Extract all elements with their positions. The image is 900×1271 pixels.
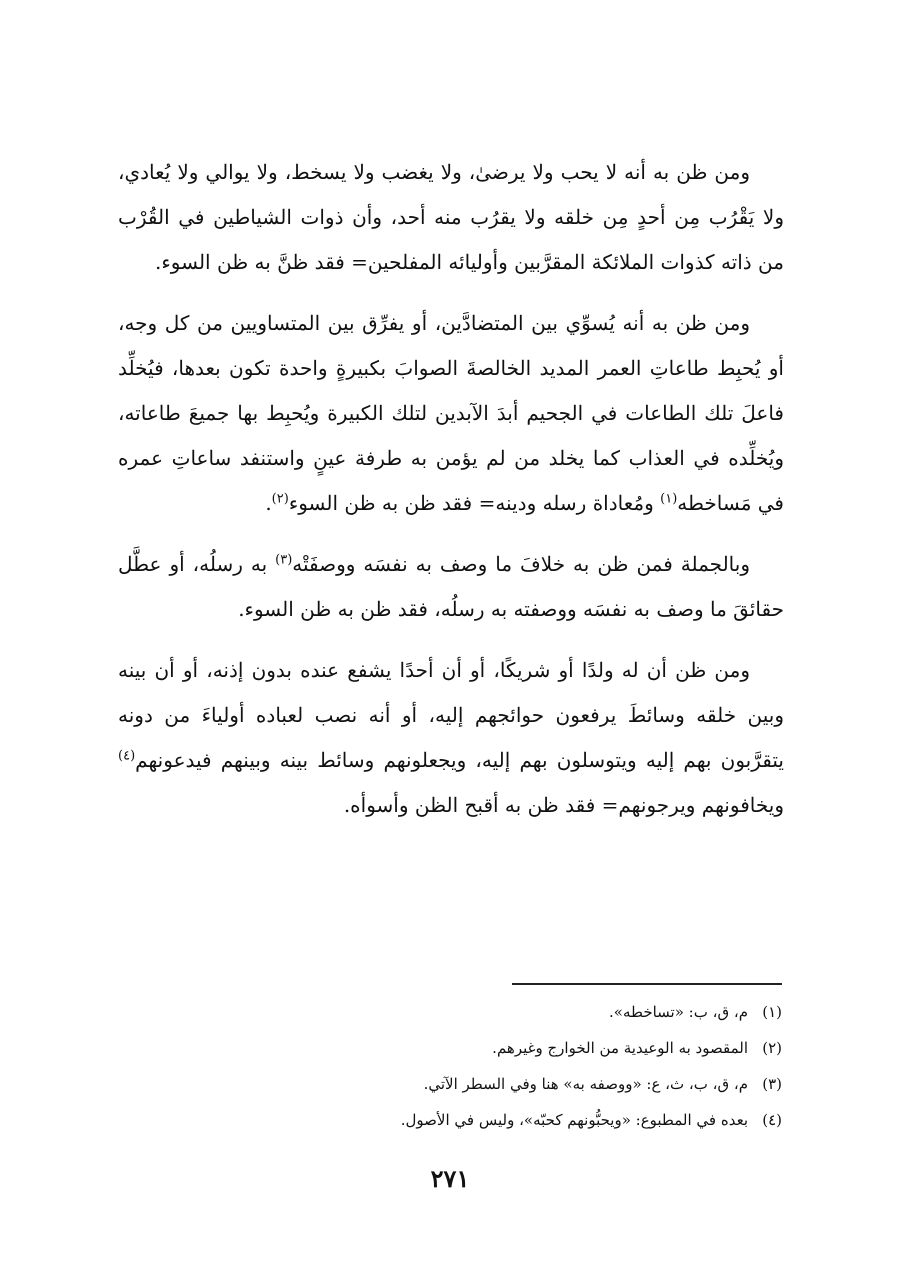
paragraph-3 — [118, 542, 784, 632]
paragraph-text: ومن ظن أن له ولدًا أو شريكًا، أو أن أحدًا يشفع عنده بدون إذنه، أو أن بينه وبين خلقه وسائطَ يرفعون حوائجهم إليه، أو أنه نصب لعباده أولياءَ من دونه يتقرَّبون بهم إليه ويتوسلون بهم إليه، ويجعلونهم وسائط بينه وبينهم فيدعونهم — [118, 658, 784, 772]
footnote-item — [116, 1108, 782, 1132]
footnote-number: (٢) — [762, 1039, 782, 1057]
footnote-text: المقصود به الوعيدية من الخوارج وغيرهم. — [492, 1039, 748, 1057]
paragraph-text: ويخافونهم ويرجونهم= فقد ظن به أقبح الظن وأسوأه. — [343, 793, 784, 817]
paragraph-text: به رسلُه، أو عطَّل حقائقَ ما وصف به نفسَه ووصفته به رسلُه، فقد ظن به ظن السوء. — [118, 552, 784, 621]
paragraph-2 — [118, 301, 784, 526]
footnote-text: م، ق، ب: «تساخطه». — [609, 1003, 748, 1021]
paragraph-text: ومن ظن به أنه لا يحب ولا يرضىٰ، ولا يغضب ولا يسخط، ولا يوالي ولا يُعادي، ولا يَقْرُب مِن أحدٍ مِن خلقه ولا يقرُب منه أحد، وأن ذوات الشياطين في القُرْب من ذاته كذوات الملائكة المقرَّبين وأوليائه المفلحين= فقد ظنَّ به ظن السوء. — [118, 160, 784, 274]
paragraph-text: ومُعاداة رسله ودينه= فقد ظن به ظن السوء — [288, 491, 661, 515]
footnote-item — [116, 1072, 782, 1096]
footnote-item — [116, 1036, 782, 1060]
paragraph-text: وبالجملة فمن ظن به خلافَ ما وصف به نفسَه ووصفَتْه — [292, 552, 750, 576]
paragraph-text: ومن ظن به أنه يُسوِّي بين المتضادَّين، أو يفرِّق بين المتساويين من كل وجه، أو يُحبِط طاعاتِ العمر المديد الخالصةَ الصوابَ بكبيرةٍ واحدة تكون بعدها، فيُخلِّد فاعلَ تلك الطاعات في الجحيم أبدَ الآبدين لتلك الكبيرة ويُحبِط بها جميعَ طاعاته، ويُخلِّده في العذاب كما يخلد من لم يؤمن به طرفة عينٍ واستنفد ساعاتِ عمره في مَساخطه — [118, 311, 784, 515]
paragraph-text: . — [265, 491, 272, 515]
footnotes-list — [116, 1000, 782, 1144]
footnote-reference-4[interactable]: (٤) — [118, 748, 136, 764]
footnote-number: (١) — [762, 1003, 782, 1021]
main-text — [118, 150, 784, 844]
footnote-number: (٤) — [762, 1111, 782, 1129]
footnote-reference-3[interactable]: (٣) — [275, 552, 293, 568]
footnote-text: بعده في المطبوع: «ويحبُّونهم كحبّه»، وليس في الأصول. — [400, 1111, 748, 1129]
page-number: ٢٧١ — [430, 1164, 470, 1193]
footnote-item — [116, 1000, 782, 1024]
footnote-reference-1[interactable]: (١) — [660, 491, 678, 507]
footnote-text: م، ق، ب، ث، ع: «ووصفه به» هنا وفي السطر الآتي. — [423, 1075, 748, 1093]
footnote-reference-2[interactable]: (٢) — [271, 491, 289, 507]
paragraph-1 — [118, 150, 784, 285]
footnote-separator — [512, 983, 782, 985]
footnote-number: (٣) — [762, 1075, 782, 1093]
paragraph-4 — [118, 648, 784, 828]
